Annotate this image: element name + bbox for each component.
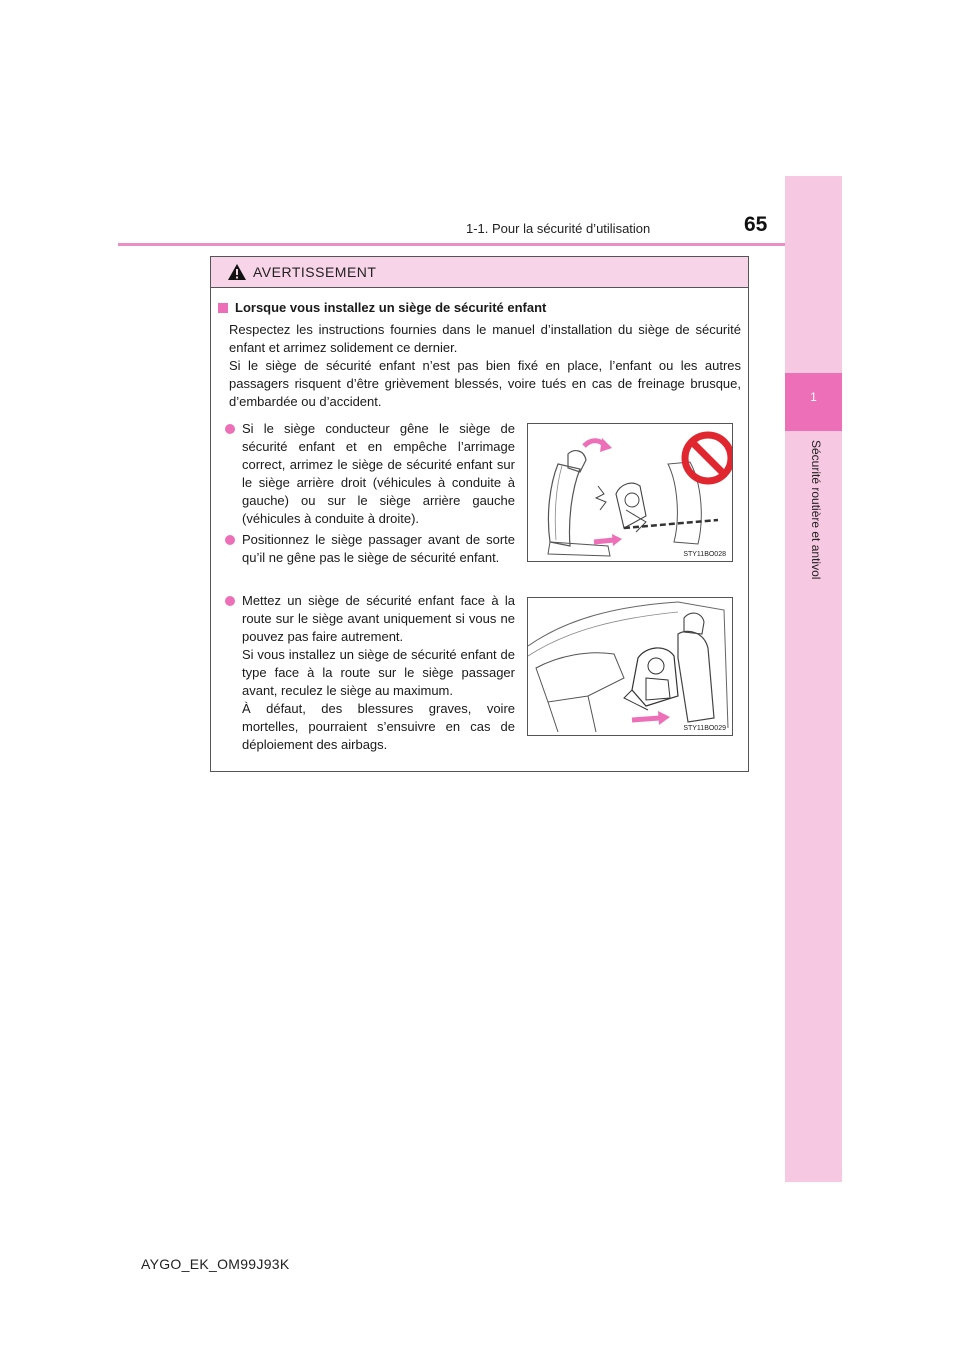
bullet-dot-icon bbox=[225, 535, 235, 545]
bullet-paragraph: Si vous installez un siège de sécurité enfant de type face à la route sur le siège passager avant, reculez le siège au maximum. bbox=[242, 647, 515, 698]
figure-rear-seat-installation bbox=[527, 423, 733, 562]
figure-code: STY11BO029 bbox=[683, 725, 726, 732]
bullet-paragraph: À défaut, des blessures graves, voire mortelles, pourraient s’ensuivre en cas de déploiement des airbags. bbox=[242, 701, 515, 752]
section-heading bbox=[218, 300, 546, 315]
bullet-dot-icon bbox=[225, 424, 235, 434]
manual-code: AYGO_EK_OM99J93K bbox=[141, 1256, 290, 1272]
bullet-paragraph: Mettez un siège de sécurité enfant face à la route sur le siège avant uniquement si vous ne pouvez pas faire autrement. bbox=[242, 593, 515, 644]
bullet-paragraph: Positionnez le siège passager avant de sorte qu’il ne gêne pas le siège de sécurité enfant. bbox=[242, 532, 515, 565]
intro-paragraph: Si le siège de sécurité enfant n’est pas bien fixé en place, l’enfant ou les autres passagers risquent d’être grièvement blessés, voire tués en cas de freinage brusque, d’embardée ou d’accident. bbox=[229, 358, 741, 409]
header-section-title: 1-1. Pour la sécurité d’utilisation bbox=[466, 221, 651, 236]
bullet-item bbox=[225, 420, 515, 528]
intro-text bbox=[229, 321, 741, 411]
prohibition-icon bbox=[685, 435, 731, 481]
figure-code: STY11BO028 bbox=[683, 551, 726, 558]
section-heading-text: Lorsque vous installez un siège de sécurité enfant bbox=[235, 300, 547, 315]
chapter-label: Sécurité routière et antivol bbox=[809, 440, 823, 580]
chapter-side-tab bbox=[785, 176, 842, 1182]
bullet-paragraph: Si le siège conducteur gêne le siège de sécurité enfant et en empêche l’arrimage correct, arrimez le siège de sécurité enfant sur le siège arrière droit (véhicules à conduite à gauche) ou sur le siège arrière gauche (véhicules à conduite à droite). bbox=[242, 421, 515, 526]
square-bullet-icon bbox=[218, 303, 228, 313]
bullet-item bbox=[225, 531, 515, 567]
warning-triangle-icon bbox=[227, 263, 247, 281]
page-number: 65 bbox=[744, 213, 768, 236]
figure-illustration bbox=[528, 598, 732, 735]
bullet-item bbox=[225, 592, 515, 754]
figure-illustration bbox=[528, 424, 732, 561]
warning-title: AVERTISSEMENT bbox=[253, 264, 377, 280]
intro-paragraph: Respectez les instructions fournies dans le manuel d’installation du siège de sécurité enfant et arrimez solidement ce dernier. bbox=[229, 322, 741, 355]
header-divider bbox=[118, 243, 842, 246]
bullet-dot-icon bbox=[225, 596, 235, 606]
figure-front-seat-installation bbox=[527, 597, 733, 736]
warning-header bbox=[211, 257, 748, 288]
chapter-number: 1 bbox=[810, 390, 817, 404]
warning-box bbox=[210, 256, 749, 772]
